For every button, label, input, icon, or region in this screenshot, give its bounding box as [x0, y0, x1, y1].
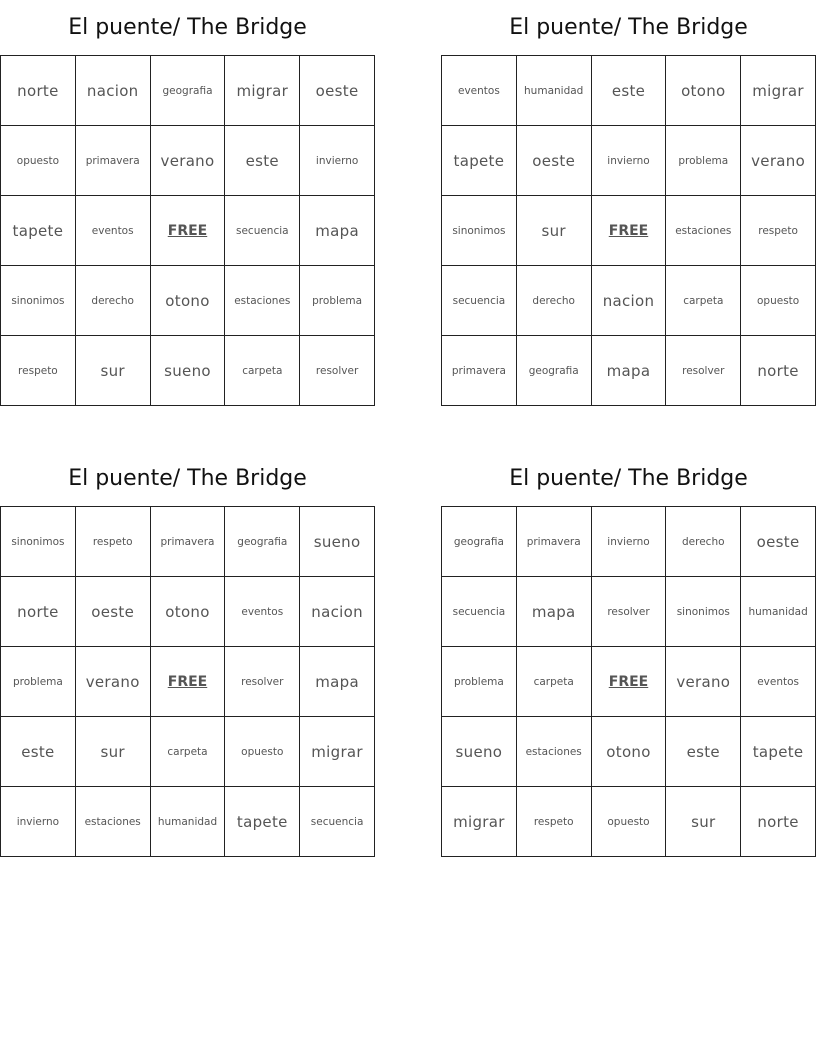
bingo-cell: resolver [666, 336, 741, 406]
bingo-cell: mapa [300, 647, 375, 717]
bingo-cell: norte [1, 577, 76, 647]
card-title: El puente/ The Bridge [509, 15, 748, 40]
bingo-cell: estaciones [225, 266, 300, 336]
bingo-cell: sueno [151, 336, 226, 406]
bingo-card-4 [441, 451, 816, 857]
bingo-cell: este [666, 717, 741, 787]
bingo-cell: tapete [225, 787, 300, 857]
bingo-cell: sur [76, 717, 151, 787]
bingo-cell: norte [1, 56, 76, 126]
bingo-cell: nacion [76, 56, 151, 126]
bingo-cell: primavera [151, 507, 226, 577]
free-space-cell: FREE [592, 196, 667, 266]
bingo-cell: verano [666, 647, 741, 717]
bingo-cell: este [225, 126, 300, 196]
bingo-cell: carpeta [666, 266, 741, 336]
bingo-cell: opuesto [592, 787, 667, 857]
bingo-cell: tapete [442, 126, 517, 196]
bingo-cell: resolver [300, 336, 375, 406]
free-space-cell: FREE [151, 647, 226, 717]
bingo-cell: tapete [1, 196, 76, 266]
bingo-cell: tapete [741, 717, 816, 787]
bingo-cell: eventos [225, 577, 300, 647]
bingo-cell: primavera [76, 126, 151, 196]
bingo-cell: resolver [592, 577, 667, 647]
bingo-cell: sinonimos [1, 266, 76, 336]
bingo-cell: respeto [76, 507, 151, 577]
bingo-cell: secuencia [300, 787, 375, 857]
bingo-cell: problema [1, 647, 76, 717]
bingo-cell: carpeta [151, 717, 226, 787]
bingo-cell: secuencia [442, 577, 517, 647]
bingo-cell: mapa [300, 196, 375, 266]
bingo-card-3 [0, 451, 375, 857]
bingo-cell: estaciones [76, 787, 151, 857]
bingo-cell: migrar [225, 56, 300, 126]
bingo-cell: primavera [517, 507, 592, 577]
bingo-cell: secuencia [225, 196, 300, 266]
bingo-cell: migrar [442, 787, 517, 857]
bingo-cell: nacion [300, 577, 375, 647]
bingo-cell: carpeta [225, 336, 300, 406]
bingo-cell: verano [741, 126, 816, 196]
bingo-grid [0, 55, 375, 406]
bingo-cell: resolver [225, 647, 300, 717]
bingo-cell: derecho [517, 266, 592, 336]
bingo-cell: estaciones [517, 717, 592, 787]
bingo-cell: humanidad [151, 787, 226, 857]
bingo-cell: derecho [76, 266, 151, 336]
bingo-cell: derecho [666, 507, 741, 577]
bingo-cell: problema [300, 266, 375, 336]
bingo-cell: problema [442, 647, 517, 717]
bingo-cell: geografia [225, 507, 300, 577]
bingo-cell: opuesto [741, 266, 816, 336]
bingo-cell: sinonimos [1, 507, 76, 577]
bingo-cell: estaciones [666, 196, 741, 266]
bingo-cell: oeste [76, 577, 151, 647]
card-title: El puente/ The Bridge [509, 466, 748, 491]
card-title: El puente/ The Bridge [68, 15, 307, 40]
bingo-cell: sueno [442, 717, 517, 787]
bingo-cell: otono [666, 56, 741, 126]
bingo-grid [441, 55, 816, 406]
bingo-card-2 [441, 0, 816, 406]
bingo-cell: invierno [592, 126, 667, 196]
bingo-cell: eventos [76, 196, 151, 266]
bingo-cell: invierno [1, 787, 76, 857]
bingo-cell: opuesto [225, 717, 300, 787]
bingo-cell: sinonimos [442, 196, 517, 266]
bingo-cell: primavera [442, 336, 517, 406]
bingo-cell: geografia [151, 56, 226, 126]
bingo-grid [0, 506, 375, 857]
bingo-cell: invierno [592, 507, 667, 577]
bingo-cell: sinonimos [666, 577, 741, 647]
free-space-cell: FREE [151, 196, 226, 266]
bingo-cell: geografia [517, 336, 592, 406]
bingo-cell: eventos [442, 56, 517, 126]
bingo-cell: oeste [741, 507, 816, 577]
bingo-cell: oeste [517, 126, 592, 196]
bingo-cell: humanidad [741, 577, 816, 647]
bingo-cell: secuencia [442, 266, 517, 336]
bingo-cell: oeste [300, 56, 375, 126]
free-space-cell: FREE [592, 647, 667, 717]
bingo-cell: eventos [741, 647, 816, 717]
bingo-cell: sur [76, 336, 151, 406]
bingo-card-1 [0, 0, 375, 406]
bingo-cell: este [592, 56, 667, 126]
bingo-cell: norte [741, 787, 816, 857]
bingo-cell: sur [666, 787, 741, 857]
bingo-cell: otono [151, 577, 226, 647]
bingo-cell: nacion [592, 266, 667, 336]
bingo-cell: norte [741, 336, 816, 406]
bingo-cell: otono [151, 266, 226, 336]
bingo-grid [441, 506, 816, 857]
bingo-cell: migrar [300, 717, 375, 787]
bingo-cell: verano [151, 126, 226, 196]
bingo-cell: migrar [741, 56, 816, 126]
bingo-cell: mapa [517, 577, 592, 647]
bingo-cell: problema [666, 126, 741, 196]
bingo-cell: sueno [300, 507, 375, 577]
bingo-cell: humanidad [517, 56, 592, 126]
bingo-cell: respeto [1, 336, 76, 406]
bingo-cell: sur [517, 196, 592, 266]
bingo-cell: este [1, 717, 76, 787]
bingo-cell: mapa [592, 336, 667, 406]
bingo-cell: invierno [300, 126, 375, 196]
bingo-cell: otono [592, 717, 667, 787]
bingo-cell: respeto [741, 196, 816, 266]
bingo-cell: carpeta [517, 647, 592, 717]
card-title: El puente/ The Bridge [68, 466, 307, 491]
bingo-cell: opuesto [1, 126, 76, 196]
bingo-cell: verano [76, 647, 151, 717]
bingo-cell: geografia [442, 507, 517, 577]
bingo-cell: respeto [517, 787, 592, 857]
